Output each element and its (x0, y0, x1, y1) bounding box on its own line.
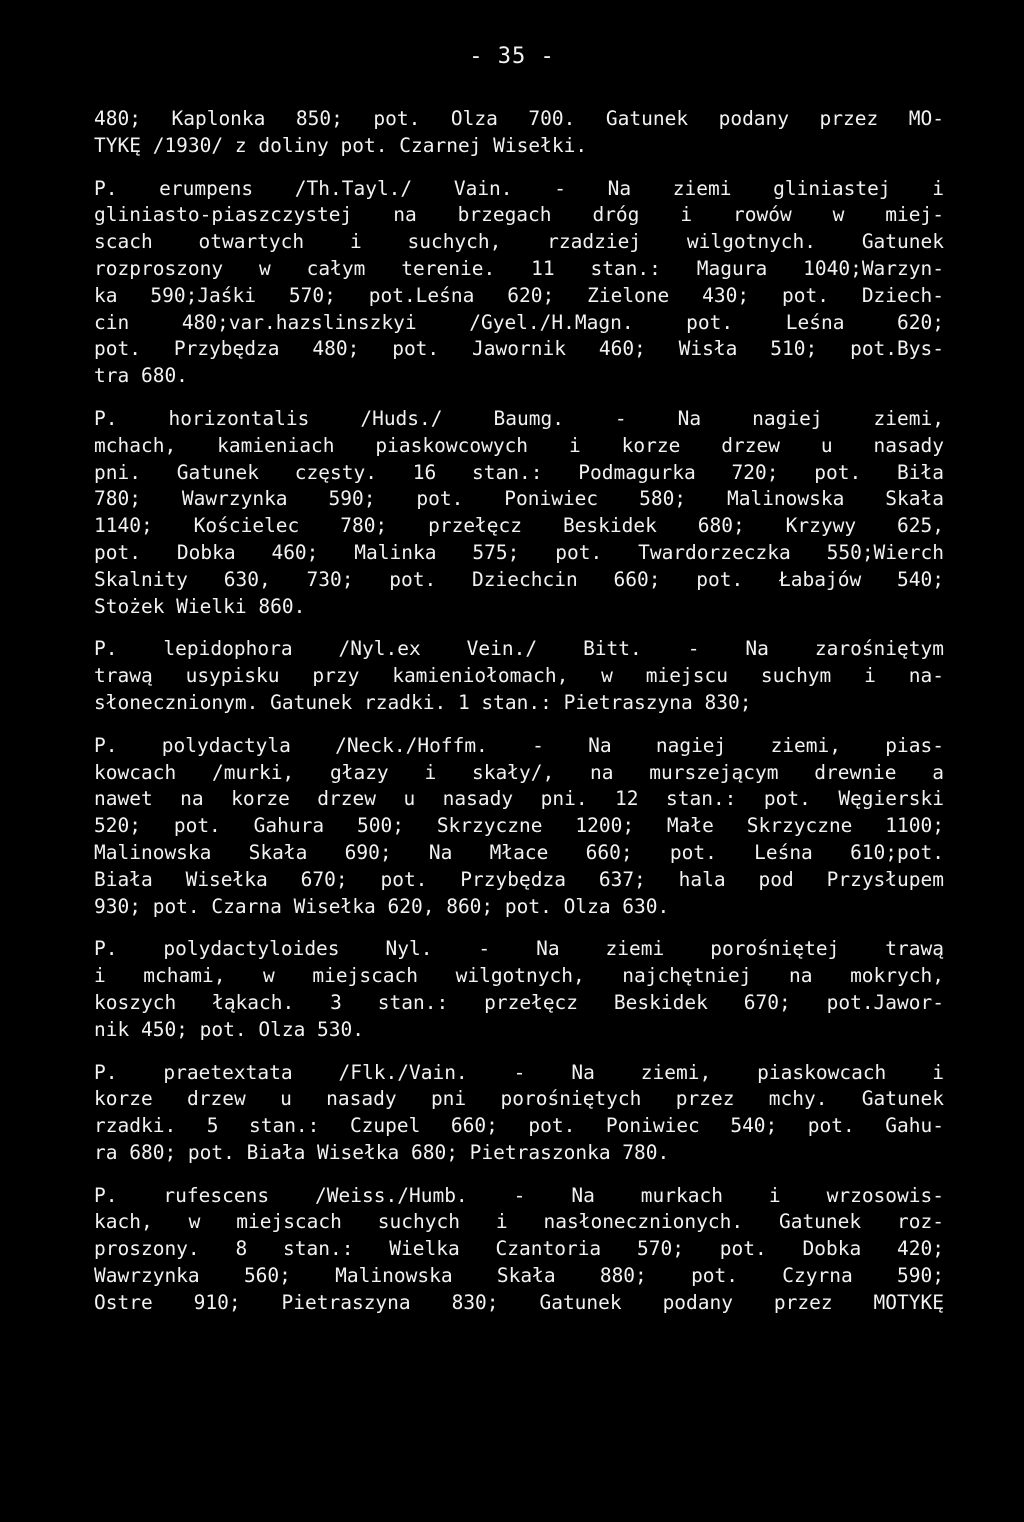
text-line: P. rufescens /Weiss./Humb. - Na murkach i wrzosowis- (94, 1183, 944, 1207)
text-line: Stożek Wielki 860. (94, 594, 306, 618)
text-line: trawą usypisku przy kamieniołomach, w miejscu suchym i na- (94, 664, 944, 688)
text-line: P. praetextata /Flk./Vain. - Na ziemi, piaskowcach i (94, 1060, 944, 1084)
text-line: korze drzew u nasady pni porośniętych przez mchy. Gatunek (94, 1087, 944, 1111)
text-line: nawet na korze drzew u nasady pni. 12 stan.: pot. Węgierski (94, 787, 944, 811)
text-line: 1140; Kościelec 780; przełęcz Beskidek 680; Krzywy 625, (94, 514, 944, 538)
paragraph-kaplonka (94, 106, 944, 160)
text-line: Biała Wisełka 670; pot. Przybędza 637; hala pod Przysłupem (94, 867, 944, 891)
text-line: 480; Kaplonka 850; pot. Olza 700. Gatunek podany przez MO- (94, 107, 944, 130)
document-body (94, 106, 944, 1333)
paragraph-praetextata (94, 1060, 944, 1167)
text-line: 930; pot. Czarna Wisełka 620, 860; pot. Olza 630. (94, 894, 670, 918)
text-line: Malinowska Skała 690; Na Młace 660; pot. Leśna 610;pot. (94, 840, 944, 864)
text-line: P. polydactyloides Nyl. - Na ziemi porośniętej trawą (94, 937, 944, 961)
paragraph-lepidophora (94, 636, 944, 716)
paragraph-polydactyloides (94, 936, 944, 1043)
text-line: nik 450; pot. Olza 530. (94, 1017, 365, 1041)
paragraph-erumpens (94, 176, 944, 390)
text-line: TYKĘ /1930/ z doliny pot. Czarnej Wisełki. (94, 133, 588, 157)
text-line: i mchami, w miejscach wilgotnych, najchętniej na mokrych, (94, 964, 944, 988)
text-line: pot. Przybędza 480; pot. Jawornik 460; Wisła 510; pot.Bys- (94, 337, 944, 361)
text-line: Wawrzynka 560; Malinowska Skała 880; pot. Czyrna 590; (94, 1264, 944, 1288)
text-line: słonecznionym. Gatunek rzadki. 1 stan.: Pietraszyna 830; (94, 690, 752, 714)
text-line: cin 480;var.hazslinszkyi /Gyel./H.Magn. pot. Leśna 620; (94, 310, 944, 334)
text-line: scach otwartych i suchych, rzadziej wilgotnych. Gatunek (94, 230, 944, 254)
text-line: P. horizontalis /Huds./ Baumg. - Na nagiej ziemi, (94, 406, 944, 430)
text-line: P. lepidophora /Nyl.ex Vein./ Bitt. - Na zarośniętym (94, 637, 944, 661)
text-line: kach, w miejscach suchych i nasłonecznionych. Gatunek roz- (94, 1210, 944, 1234)
text-line: rzadki. 5 stan.: Czupel 660; pot. Poniwiec 540; pot. Gahu- (94, 1114, 944, 1138)
text-line: P. erumpens /Th.Tayl./ Vain. - Na ziemi gliniastej i (94, 176, 944, 200)
text-line: koszych łąkach. 3 stan.: przełęcz Beskidek 670; pot.Jawor- (94, 990, 944, 1014)
text-line: 780; Wawrzynka 590; pot. Poniwiec 580; Malinowska Skała (94, 487, 944, 511)
text-line: Skalnity 630, 730; pot. Dziechcin 660; pot. Łabajów 540; (94, 567, 944, 591)
paragraph-rufescens (94, 1183, 944, 1317)
text-line: pot. Dobka 460; Malinka 575; pot. Twardorzeczka 550;Wierch (94, 540, 944, 564)
text-line: proszony. 8 stan.: Wielka Czantoria 570; pot. Dobka 420; (94, 1237, 944, 1261)
text-line: pni. Gatunek częsty. 16 stan.: Podmagurka 720; pot. Biła (94, 460, 944, 484)
text-line: rozproszony w całym terenie. 11 stan.: Magura 1040;Warzyn- (94, 256, 944, 280)
page-number: - 35 - (469, 44, 555, 69)
text-line: ka 590;Jaśki 570; pot.Leśna 620; Zielone 430; pot. Dziech- (94, 283, 944, 307)
text-line: Ostre 910; Pietraszyna 830; Gatunek podany przez MOTYKĘ (94, 1290, 944, 1314)
text-line: 520; pot. Gahura 500; Skrzyczne 1200; Małe Skrzyczne 1100; (94, 814, 944, 838)
text-line: gliniasto-piaszczystej na brzegach dróg i rowów w miej- (94, 203, 944, 227)
paragraph-horizontalis (94, 406, 944, 620)
paragraph-polydactyla (94, 733, 944, 921)
text-line: P. polydactyla /Neck./Hoffm. - Na nagiej ziemi, pias- (94, 733, 944, 757)
text-line: ra 680; pot. Biała Wisełka 680; Pietraszonka 780. (94, 1140, 670, 1164)
text-line: mchach, kamieniach piaskowcowych i korze drzew u nasady (94, 433, 944, 457)
text-line: kowcach /murki, głazy i skały/, na murszejącym drewnie a (94, 760, 944, 784)
text-line: tra 680. (94, 364, 188, 388)
